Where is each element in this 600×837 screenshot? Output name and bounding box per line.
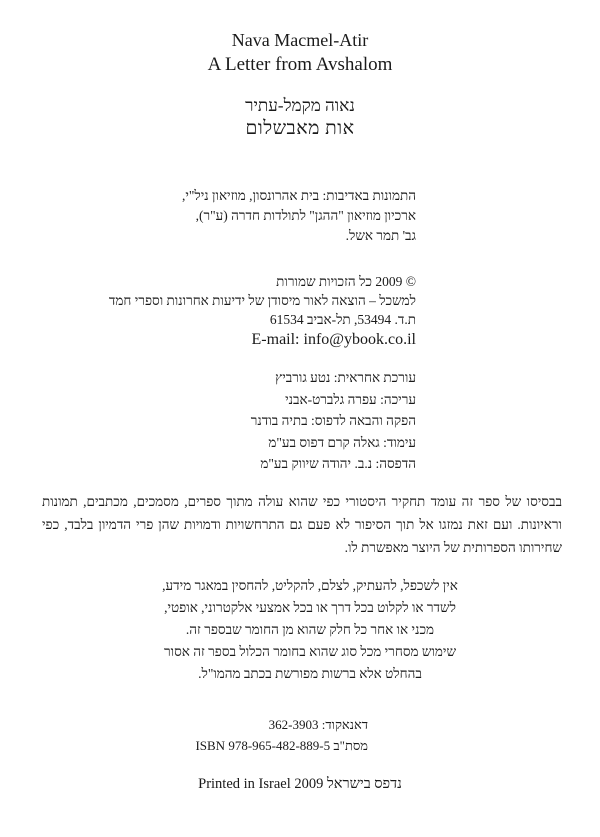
staff-line: עימוד: גאלה קרם דפוס בע"מ — [268, 434, 416, 450]
isbn-line — [195, 735, 368, 756]
staff-line: הפקה והבאה לדפוס: בתיה בודנר — [250, 413, 416, 428]
author-english: Nava Macmel-Atir — [231, 30, 369, 50]
copyright-block — [109, 272, 416, 350]
rights-line: אין לשכפל, להעתיק, לצלם, להקליט, להחסין במאגר מידע, — [162, 578, 458, 593]
title-english: A Letter from Avshalom — [207, 54, 393, 75]
danacode-value: 362-3903 — [268, 717, 319, 732]
copyright-notice: © 2009 כל הזכויות שמורות — [276, 274, 416, 289]
staff-line: עורכת אחראית: נטע גורביץ — [275, 370, 416, 385]
staff-credits — [251, 367, 416, 475]
printed-in-israel: Printed in Israel 2009 נדפס בישראל — [198, 776, 402, 792]
danacode-label: דאנאקוד: — [321, 717, 368, 732]
email-line: E-mail: info@ybook.co.il — [251, 331, 416, 348]
publisher-line: למשכל – הוצאה לאור מיסודן של ידיעות אחרונות וספרי חמד — [108, 293, 416, 308]
photo-credit-line: ארכיון מוזיאון "ההגן" לתולדות חדרה (ע"ר), — [195, 208, 416, 223]
rights-notice — [160, 575, 460, 685]
address-line: ת.ד. 53494, תל-אביב 61534 — [269, 312, 416, 327]
rights-line: בהחלט אלא ברשות מפורשת בכתב מהמו"ל. — [198, 666, 422, 681]
rights-line: לשדר או לקלוט בכל דרך או בכל אמצעי אלקטרוני, אופטי, — [164, 600, 456, 615]
photo-credits — [182, 186, 416, 246]
staff-line: הדפסה: נ.ב. יהודה שיווק בע"מ — [260, 456, 416, 471]
author-hebrew: נאוה מקמל-עתיר — [245, 96, 355, 115]
catalog-info — [195, 714, 368, 756]
photo-credit-line: גב' תמר אשל. — [345, 228, 416, 243]
disclaimer-paragraph: בבסיסו של ספר זה עומד תחקיר היסטורי כפי שהוא עולה מתוך ספרים, מסמכים, מכתבים, תמונות וראיונות. ועם זאת נמזגו אל תוך הסיפור לא פעם גם התרחשויות ודמויות שהן פרי הדמיון בלבד, כפי שחירותו הספרותית של היוצר מאפשרת לו. — [42, 494, 562, 555]
isbn-label: מסת"ב — [333, 738, 368, 753]
photo-credit-line: התמונות באדיבות: בית אהרונסון, מוזיאון ניל"י, — [182, 188, 416, 203]
staff-line: עריכה: עפרה גלברט-אבני — [285, 391, 416, 407]
isbn-value: ISBN 978-965-482-889-5 — [195, 738, 331, 753]
danacode-line — [195, 714, 368, 735]
rights-line: שימוש מסחרי מכל סוג שהוא בחומר הכלול בספר זה אסור — [163, 644, 457, 659]
rights-line: מכני או אחר כל חלק שהוא מן החומר שבספר זה. — [185, 622, 435, 637]
title-hebrew: אות מאבשלום — [245, 118, 355, 139]
